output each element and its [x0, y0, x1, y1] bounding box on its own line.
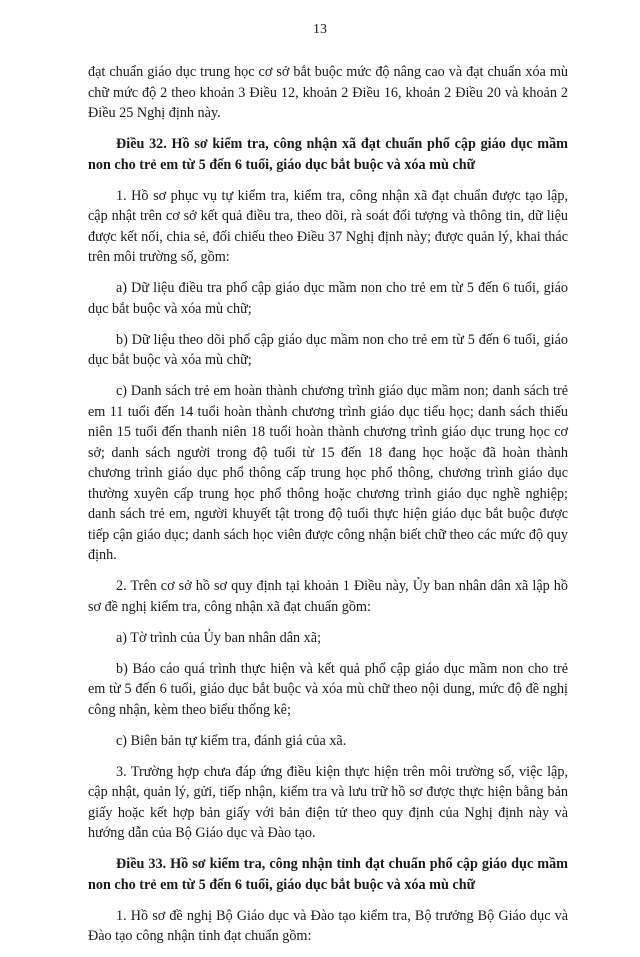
clause-1: 1. Hồ sơ đề nghị Bộ Giáo dục và Đào tạo kiểm tra, Bộ trưởng Bộ Giáo dục và Đào tạo công nhận tỉnh đạt chuẩn gồm: [88, 907, 568, 944]
page-number: 13 [313, 22, 327, 37]
clause-1: 1. Hồ sơ phục vụ tự kiểm tra, kiểm tra, công nhận xã đạt chuẩn được tạo lập, cập nhật trên cơ sở kết quả điều tra, theo dõi, rà soát đối tượng và thông tin, dữ liệu được kết nối, chia sẻ, đối chiếu theo Điều 37 Nghị định này; được quản lý, khai thác trên môi trường số, gồm: [88, 187, 568, 265]
point-a: a) Dữ liệu điều tra phổ cập giáo dục mầm non cho trẻ em từ 5 đến 6 tuổi, giáo dục bắt buộc và xóa mù chữ; [88, 280, 568, 317]
point-b: b) Dữ liệu theo dõi phổ cập giáo dục mầm non cho trẻ em từ 5 đến 6 tuổi, giáo dục bắt buộc và xóa mù chữ; [88, 331, 568, 368]
point-c: c) Danh sách trẻ em hoàn thành chương trình giáo dục mầm non; danh sách trẻ em 11 tuổi đến 14 tuổi hoàn thành chương trình giáo dục tiểu học; danh sách thiếu niên 15 tuổi đến thanh niên 18 tuổi hoàn thành chương trình giáo dục trung học cơ sở; danh sách người trong độ tuổi từ 15 đến 18 đang học hoặc đã hoàn thành chương trình giáo dục phổ thông cấp trung học phổ thông, chương trình giáo dục thường xuyên cấp trung học phổ thông hoặc chương trình giáo dục nghề nghiệp; danh sách trẻ em, người khuyết tật trong độ tuổi thực hiện giáo dục bắt buộc được tiếp cận giáo dục; danh sách học viên được công nhận biết chữ theo các mức độ quy định. [88, 383, 568, 563]
document-body [88, 62, 568, 957]
point-a: a) Tờ trình của Ủy ban nhân dân xã; [116, 629, 322, 646]
clause-2: 2. Trên cơ sở hồ sơ quy định tại khoản 1 Điều này, Ủy ban nhân dân xã lập hồ sơ đề nghị kiểm tra, công nhận xã đạt chuẩn gồm: [88, 578, 568, 615]
clause-3: 3. Trường hợp chưa đáp ứng điều kiện thực hiện trên môi trường số, việc lập, cập nhật, quản lý, gửi, tiếp nhận, kiểm tra và lưu trữ hồ sơ được thực hiện bằng bản giấy hoặc kết hợp bản giấy với bản điện tử theo quy định của Nghị định này và hướng dẫn của Bộ Giáo dục và Đào tạo. [88, 763, 568, 841]
article-33-heading: Điều 33. Hồ sơ kiểm tra, công nhận tỉnh đạt chuẩn phổ cập giáo dục mầm non cho trẻ em từ 5 đến 6 tuổi, giáo dục bắt buộc và xóa mù chữ [88, 856, 568, 893]
article-32-heading: Điều 32. Hồ sơ kiểm tra, công nhận xã đạt chuẩn phổ cập giáo dục mầm non cho trẻ em từ 5 đến 6 tuổi, giáo dục bắt buộc và xóa mù chữ [88, 136, 568, 173]
point-c: c) Biên bản tự kiểm tra, đánh giá của xã. [116, 732, 347, 749]
point-b: b) Báo cáo quá trình thực hiện và kết quả phổ cập giáo dục mầm non cho trẻ em từ 5 đến 6 tuổi, giáo dục bắt buộc và xóa mù chữ theo nội dung, mức độ đề nghị công nhận, kèm theo biểu thống kê; [88, 660, 568, 718]
paragraph-continuation: đạt chuẩn giáo dục trung học cơ sở bắt buộc mức độ nâng cao và đạt chuẩn xóa mù chữ mức độ 2 theo khoản 3 Điều 12, khoản 2 Điều 16, khoản 2 Điều 20 và khoản 2 Điều 25 Nghị định này. [88, 64, 568, 121]
